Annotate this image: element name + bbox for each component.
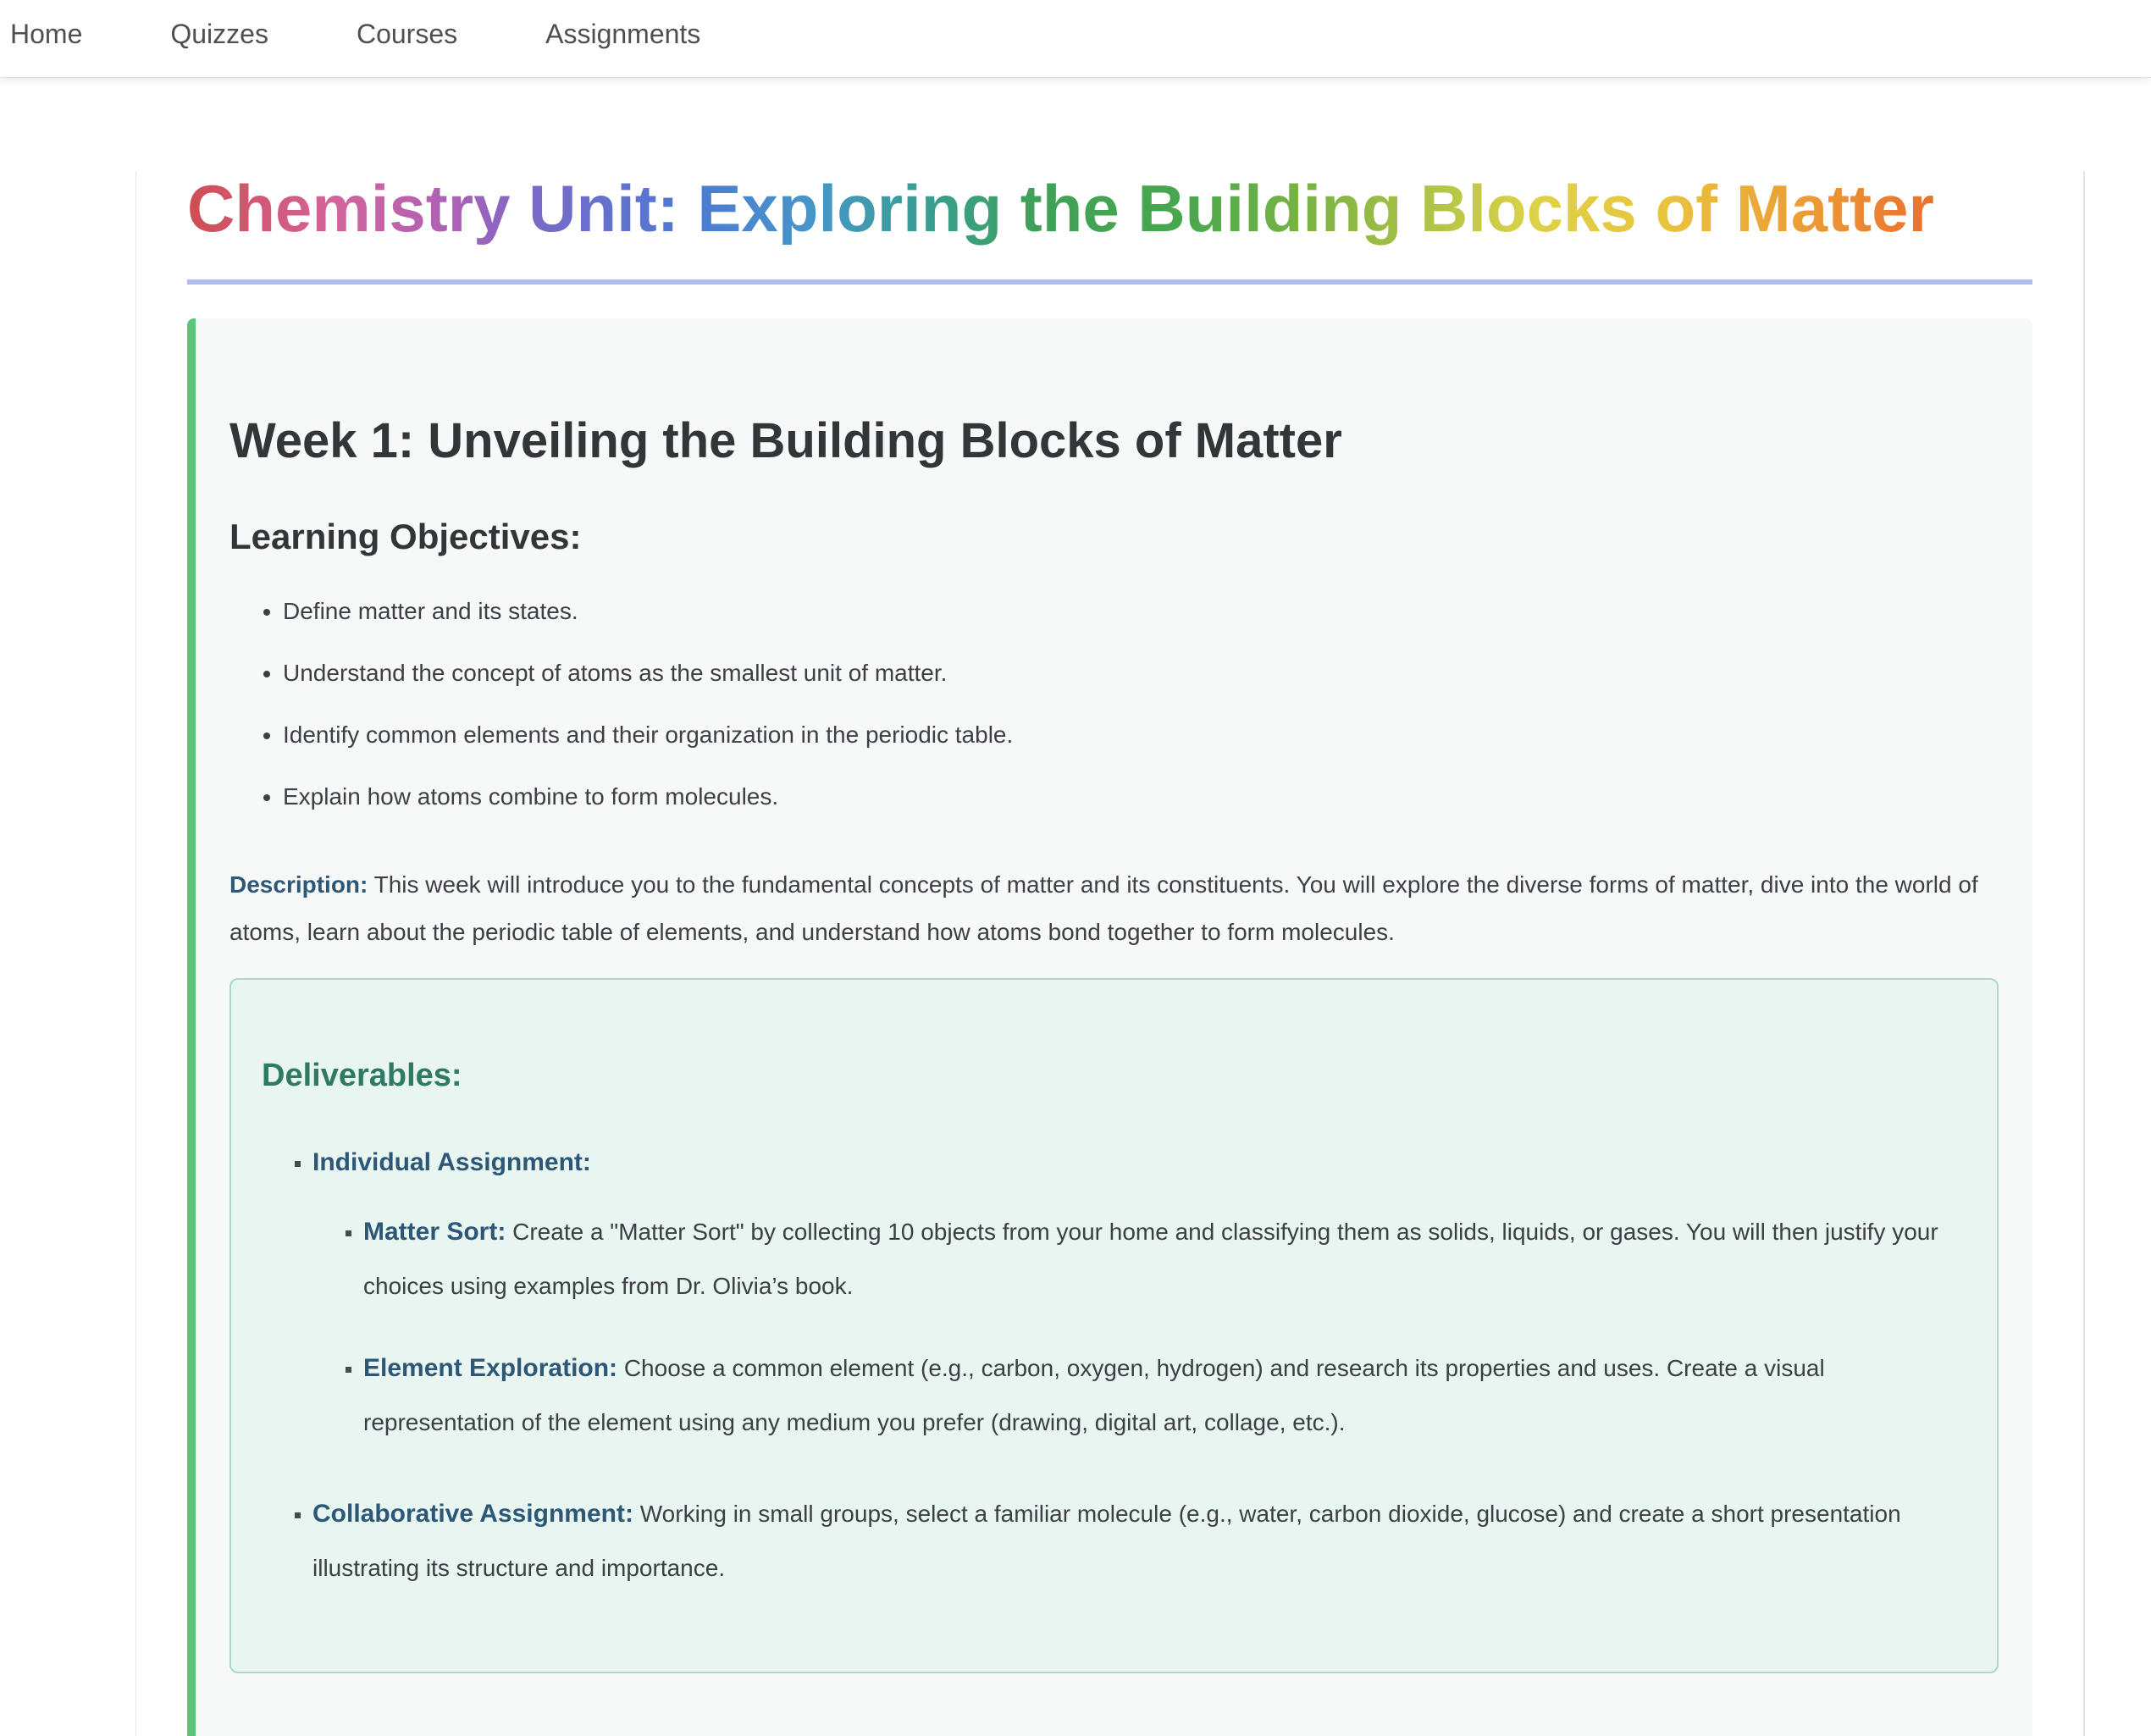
- nav-item-courses[interactable]: Courses: [356, 19, 458, 49]
- list-item-collaborative-assignment: [312, 1486, 1963, 1595]
- list-item-matter-sort: [363, 1204, 1963, 1313]
- element-exploration-text: Choose a common element (e.g., carbon, oxygen, hydrogen) and research its properties and uses. Create a visual representation of the element using any medium you prefer (drawing, digital art, collage, etc.).: [363, 1355, 1825, 1436]
- content-card: [135, 171, 2085, 1736]
- deliverables-box: [229, 978, 1999, 1674]
- individual-assignment-label: Individual Assignment:: [312, 1147, 591, 1176]
- page-title: Chemistry Unit: Exploring the Building Blocks of Matter: [187, 171, 2032, 247]
- nav-item-assignments[interactable]: Assignments: [545, 19, 701, 49]
- nav-item-quizzes[interactable]: Quizzes: [170, 19, 268, 49]
- deliverables-list: [262, 1135, 1963, 1595]
- week-description: [229, 861, 1999, 956]
- deliverables-heading: Deliverables:: [262, 1057, 462, 1093]
- list-item-element-exploration: [363, 1341, 1963, 1449]
- matter-sort-label: Matter Sort:: [363, 1217, 506, 1246]
- list-item: • Identify common elements and their organization in the periodic table.: [283, 711, 1999, 759]
- element-exploration-label: Element Exploration:: [363, 1354, 618, 1383]
- learning-objectives-list: [229, 588, 1999, 821]
- nav-item-home[interactable]: Home: [10, 19, 83, 49]
- list-item-individual-assignment: [312, 1135, 1963, 1449]
- list-item: • Understand the concept of atoms as the smallest unit of matter.: [283, 650, 1999, 697]
- top-navigation: [0, 0, 2151, 78]
- matter-sort-text: Create a "Matter Sort" by collecting 10 objects from your home and classifying them as solids, liquids, or gases. You will then justify your choices using examples from Dr. Olivia’s book.: [363, 1218, 1938, 1299]
- individual-assignment-sublist: [312, 1204, 1963, 1449]
- title-divider: [187, 279, 2032, 285]
- collaborative-assignment-text: Working in small groups, select a familiar molecule (e.g., water, carbon dioxide, glucose) and create a short presentation illustrating its structure and importance.: [312, 1500, 1901, 1581]
- description-text: This week will introduce you to the fundamental concepts of matter and its constituents. You will explore the diverse forms of matter, dive into the world of atoms, learn about the periodic table of elements, and understand how atoms bond together to form molecules.: [229, 871, 1978, 945]
- week-heading: Week 1: Unveiling the Building Blocks of Matter: [229, 412, 1342, 468]
- description-label: Description:: [229, 871, 368, 898]
- week-1-section: [187, 318, 2032, 1736]
- list-item: • Define matter and its states.: [283, 588, 1999, 635]
- learning-objectives-heading: Learning Objectives:: [229, 516, 582, 556]
- list-item: • Explain how atoms combine to form molecules.: [283, 773, 1999, 821]
- collaborative-assignment-label: Collaborative Assignment:: [312, 1499, 633, 1528]
